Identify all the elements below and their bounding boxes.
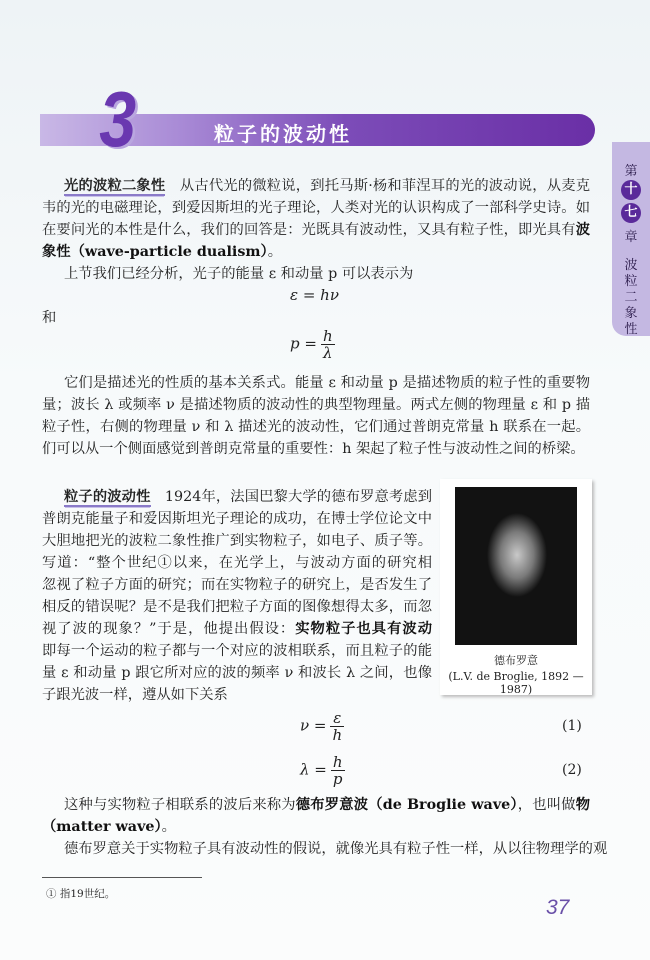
eq-numerator: ε [330,710,344,727]
chapter-number-circle: 七 [621,203,641,223]
bold-term: 物 [575,797,590,813]
chapter-di: 第 [624,164,638,179]
text-span: 写道：“整个世纪①以来，在光学上，与波动方面的研究相 [42,555,432,571]
bold-term: 象性（wave-particle dualism） [42,244,268,260]
text-line [42,197,590,219]
text-span: 相反的错误呢？是不是我们把粒子方面的图像想得太多，而忽 [42,599,432,615]
chapter-title-char: 粒 [624,274,638,289]
text-line [64,372,590,394]
footnote: ① 指19世纪。 [46,888,116,900]
text-span: 。 [161,819,176,835]
chapter-title-char: 二 [624,290,638,305]
text-span: 1924年，法国巴黎大学的德布罗意考虑到 [150,489,432,505]
text-span: 它们是描述光的性质的基本关系式。能量 ε 和动量 p 是描述物质的粒子性的重要物 [64,375,590,391]
text-span: 这种与实物粒子相联系的波后来称为 [64,797,296,813]
eq-numerator: h [332,753,343,771]
caption-cn: 德布罗意 [494,654,538,667]
text-line [42,596,432,618]
text-line [64,794,590,816]
text-span: 量 ε 和动量 p 跟它所对应的波的频率 ν 和波长 λ 之间，也像 [42,665,432,681]
eq-numerator: h [322,327,333,345]
paragraph-heading: 粒子的波动性 [64,489,151,505]
chapter-number-circle: 十 [621,180,641,200]
page-number: 37 [546,896,570,919]
text-line [42,684,432,706]
text-span: 普朗克能量子和爱因斯坦光子理论的成功，在博士学位论文中 [42,511,432,527]
text-line [64,486,432,508]
text-line [42,530,432,552]
equation-2 [300,754,345,787]
text-line [42,662,432,684]
eq-lhs: λ = [300,760,327,779]
text-line [64,838,608,860]
text-span: ，也叫做 [517,797,576,813]
text-line [42,219,590,241]
chapter-zhang: 章 [624,230,638,245]
text-span: 忽视了粒子方面的研究；而在实物粒子的研究上，是否发生了 [42,577,432,593]
caption-en: (L.V. de Broglie, 1892 — 1987) [448,670,584,696]
text-span: 们可以从一个侧面感觉到普朗克常量的重要性：h 架起了粒子性与波动性之间的桥梁。 [42,441,585,457]
eq-lhs: ε [290,286,299,304]
text-span: 在要问光的本性是什么，我们的回答是：光既具有波动性，又具有粒子性，即光具有 [42,222,576,238]
equation-momentum [290,328,335,361]
bold-term: 波 [575,222,590,238]
bold-term: （matter wave） [42,819,162,835]
eq-denominator: h [332,726,343,744]
text-line [42,640,432,662]
text-line [64,263,590,285]
portrait-photo [455,487,577,645]
text-line [42,438,590,460]
text-span: 粒子性，右侧的物理量 ν 和 λ 描述光的波动性，它们通过普朗克常量 h 联系在一起。 [42,419,590,435]
text-span: 即每一个运动的粒子都与一个对应的波相联系，而且粒子的能 [42,643,432,659]
section-number: 3 [99,75,137,163]
text-span: 子跟光波一样，遵从如下关系 [42,687,228,703]
portrait-figure [440,479,592,695]
chapter-title-char: 性 [624,322,638,337]
text-span: 。 [267,244,282,260]
and-word: 和 [42,310,57,326]
eq-lhs: p = [290,334,317,353]
text-line [64,175,590,197]
text-span: 从古代光的微粒说，到托马斯·杨和菲涅耳的光的波动说，从麦克 [179,178,590,194]
text-line [42,241,590,263]
text-line [42,552,432,574]
footnote-divider [42,877,202,878]
eq-denominator: λ [323,344,333,362]
text-span: 德布罗意关于实物粒子具有波动性的假说，就像光具有粒子性一样，从以往物理学的观 [64,841,608,857]
eq-lhs: ν = [300,716,327,735]
equation-number: (2) [562,762,582,778]
equation-energy [290,286,339,304]
text-line [42,508,432,530]
text-span: 韦的光的电磁理论，到爱因斯坦的光子理论，人类对光的认识构成了一部科学史诗。如 [42,200,590,216]
text-span: 大胆地把光的波粒二象性推广到实物粒子，如电子、质子等。 [42,533,432,549]
eq-rhs: = hν [302,286,339,304]
text-span: 视了波的现象？”于是，他提出假设： [42,621,296,637]
text-line [42,416,590,438]
paragraph-heading: 光的波粒二象性 [64,178,166,194]
eq-denominator: p [332,770,343,788]
section-title: 粒子的波动性 [214,122,352,146]
chapter-title-char: 波 [624,258,638,273]
text-span: 量；波长 λ 或频率 ν 是描述物质的波动性的典型物理量。两式左侧的物理量 ε 和 p 描 [42,397,590,413]
equation-1 [300,710,344,743]
bold-term: 实物粒子也具有波动 [295,621,432,637]
text-line [42,816,590,838]
equation-number: (1) [562,718,582,734]
text-span: 上节我们已经分析，光子的能量 ε 和动量 p 可以表示为 [64,266,414,282]
chapter-side-tab [612,142,650,336]
text-line [42,394,590,416]
text-line [42,618,432,640]
chapter-title-char: 象 [624,306,638,321]
text-line [42,574,432,596]
bold-term: 德布罗意波（de Broglie wave） [295,797,518,813]
